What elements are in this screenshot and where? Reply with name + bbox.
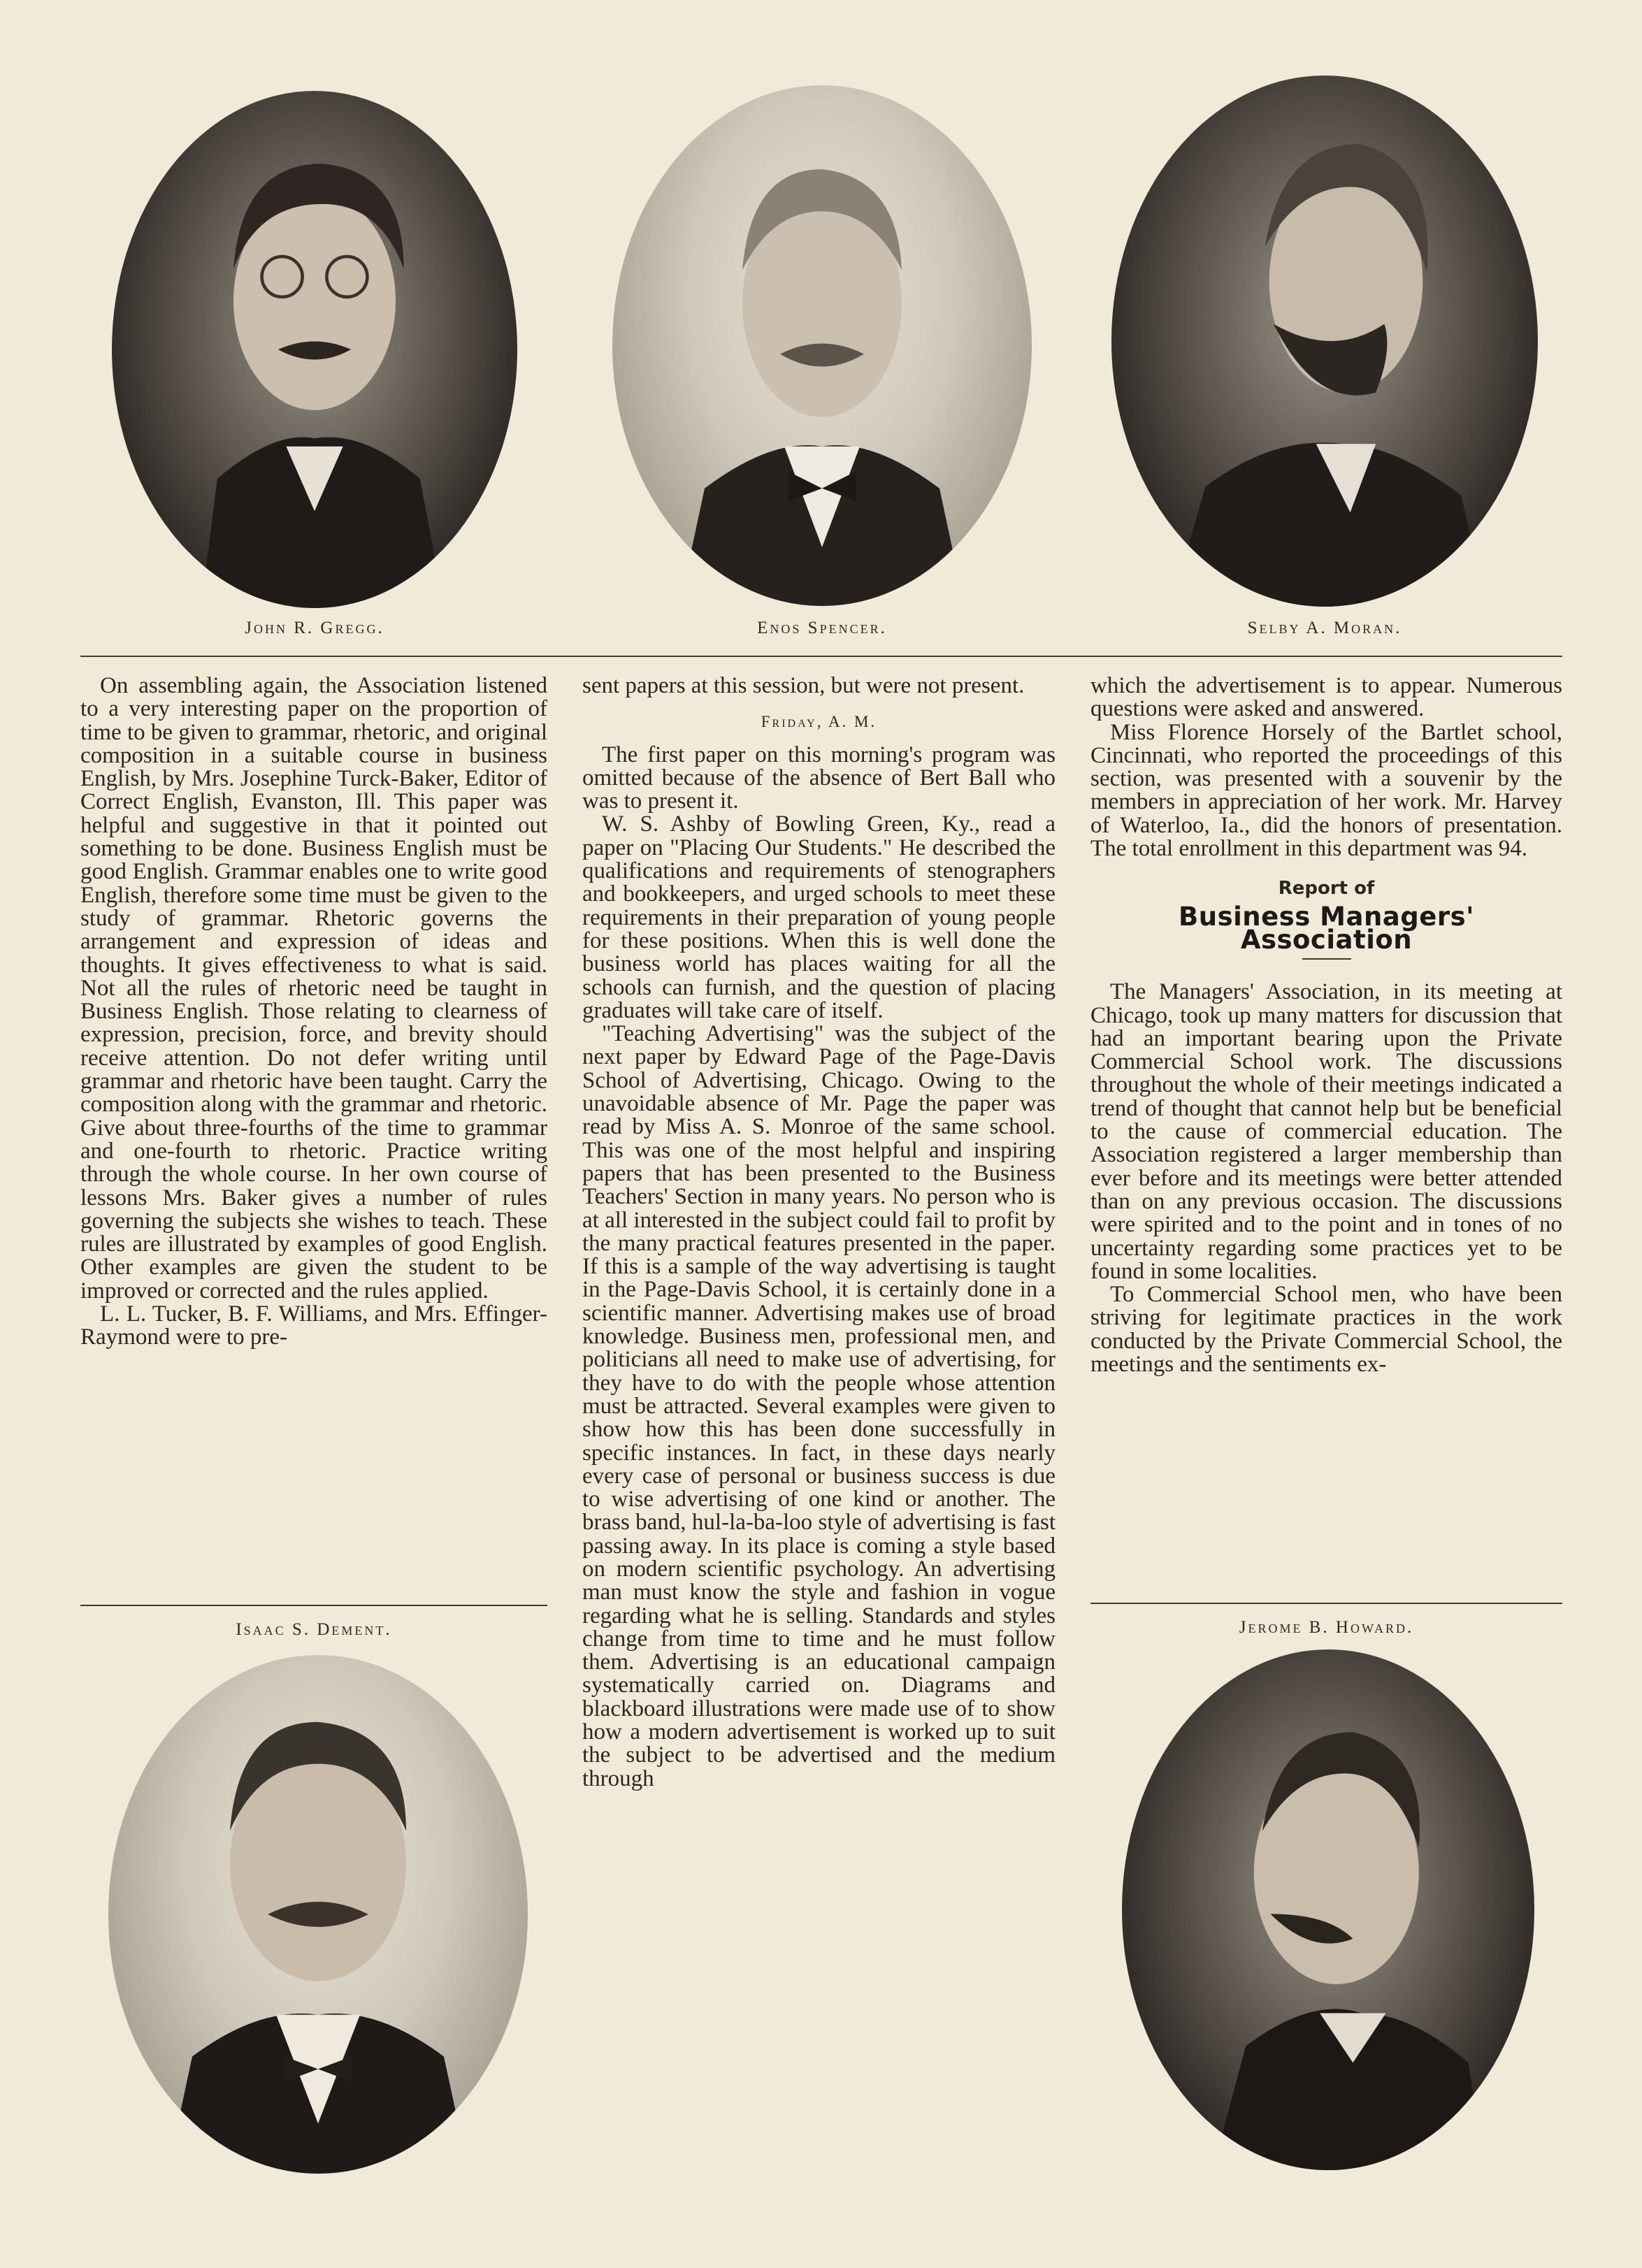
paragraph: sent papers at this session, but were not present. xyxy=(582,673,1025,698)
section-heading: Friday, A. M. xyxy=(761,713,877,731)
report-of-label: Report of xyxy=(1278,878,1375,900)
top-divider xyxy=(80,656,1562,657)
portrait-figure-icon xyxy=(112,91,517,608)
portrait-enos-spencer xyxy=(612,85,1032,606)
title-underline xyxy=(1302,958,1351,960)
portrait-figure-icon xyxy=(1111,75,1538,607)
caption-isaac-s-dement: Isaac S. Dement. xyxy=(236,1620,392,1639)
section-title: Business Managers' Association xyxy=(1179,901,1474,955)
paragraph: which the advertisement is to appear. Numerous questions were asked and answered. xyxy=(1090,673,1562,722)
paragraph: On assembling again, the Association listened to a very interesting paper on the proportion of time to be given to grammar, rhetoric, and original composition in a suitable course in business English, by Mrs. Josephine Turck-Baker, Editor of Correct English, Evanston, Ill. This paper was helpful and suggestive in that it pointed out something to be done. Business English must be good English. Grammar enables one to write good English, therefore some time must be given to the study of grammar. Rhetoric governs the arrangement and expression of ideas and thoughts. It gives effectiveness to what is said. Not all the rules of rhetoric need be taught in Business English. Those relating to clearness of expression, precision, force, and brevity should receive attention. Do not defer writing until grammar and rhetoric have been taught. Carry the composition along with the grammar and rhetoric. Give about three-fourths of the time to grammar and one-fourth to rhetoric. Practice writing through the whole course. In her own course of lessons Mrs. Baker gives a number of rules governing the subjects she wishes to teach. These rules are illustrated by examples of good English. Other examples are given the student to be improved or corrected and the rules applied. xyxy=(80,673,547,1303)
paragraph: L. L. Tucker, B. F. Williams, and Mrs. Effinger-Raymond were to pre- xyxy=(80,1301,547,1350)
portrait-figure-icon xyxy=(1122,1649,1534,2170)
caption-selby-a-moran: Selby A. Moran. xyxy=(1247,619,1402,637)
caption-enos-spencer: Enos Spencer. xyxy=(757,619,887,637)
paragraph: Miss Florence Horsely of the Bartlet school, Cincinnati, who reported the proceedings of this section, was presented with a souvenir by the members in appreciation of her work. Mr. Harvey of Waterloo, Ia., did the honors of presentation. The total enrollment in this department was 94. xyxy=(1090,719,1562,862)
portrait-jerome-b-howard xyxy=(1122,1649,1534,2170)
paragraph: To Commercial School men, who have been striving for legitimate practices in the work conducted by the Private Commercial School, the meetings and the sentiments ex- xyxy=(1090,1282,1562,1378)
paragraph: The first paper on this morning's program was omitted because of the absence of Bert Ball who was to present it. xyxy=(582,742,1056,814)
portrait-selby-a-moran xyxy=(1111,75,1538,607)
portrait-figure-icon xyxy=(108,1655,528,2174)
column-1-divider xyxy=(80,1605,547,1606)
portrait-figure-icon xyxy=(612,85,1032,606)
paragraph: W. S. Ashby of Bowling Green, Ky., read a paper on "Placing Our Students." He described the qualifications and requirements of stenographers and bookkeepers, and urged schools to meet these requirements in their preparation of young people for these positions. When this is well done the business world has places waiting for all the schools can furnish, and the question of placing graduates will take care of itself. xyxy=(582,811,1056,1023)
portrait-john-r-gregg xyxy=(112,91,517,608)
column-3 xyxy=(1090,674,1562,1376)
portrait-isaac-s-dement xyxy=(108,1655,528,2174)
paragraph: "Teaching Advertising" was the subject of the next paper by Edward Page of the Page-Davis School of Advertising, Chicago. Owing to the unavoidable absence of Mr. Page the paper was read by Miss A. S. Monroe of the same school. This was one of the most helpful and inspiring papers that has been presented to the Business Teachers' Section in many years. No person who is at all interested in the subject could fail to profit by the many practical features presented in the paper. If this is a sample of the way advertising is taught in the Page-Davis School, it is certainly done in a scientific manner. Advertising makes use of broad knowledge. Business men, professional men, and politicians all need to make use of advertising, for they have to do with the people whose attention must be attracted. Several examples were given to show how this has been done successfully in specific instances. In fact, in these days nearly every case of personal or business success is due to wise advertising of one kind or another. The brass band, hul-la-ba-loo style of advertising is fast passing away. In its place is coming a style based on modern scientific psychology. An advertising man must know the style and fashion in vogue regarding what he is selling. Standards and styles change from time to time and he must follow them. Advertising is an educational campaign systematically carried on. Diagrams and blackboard illustrations were made use of to show how a modern advertisement is worked up to suit the subject to be advertised and the medium through xyxy=(582,1021,1056,1791)
caption-jerome-b-howard: Jerome B. Howard. xyxy=(1239,1618,1414,1637)
column-2 xyxy=(582,674,1056,1791)
paragraph: The Managers' Association, in its meeting at Chicago, took up many matters for discussion that had an important bearing upon the Private Commercial School work. The discussions throughout the whole of their meetings indicated a trend of thought that cannot help but be beneficial to the cause of commercial education. The Association registered a larger membership than ever before and its meetings were better attended than on any previous occasion. The discussions were spirited and to the point and in tones of no uncertainty regarding some practices yet to be found in some localities. xyxy=(1090,979,1562,1284)
column-1 xyxy=(80,674,547,1350)
column-3-divider xyxy=(1090,1603,1562,1604)
caption-john-r-gregg: John R. Gregg. xyxy=(245,619,384,637)
